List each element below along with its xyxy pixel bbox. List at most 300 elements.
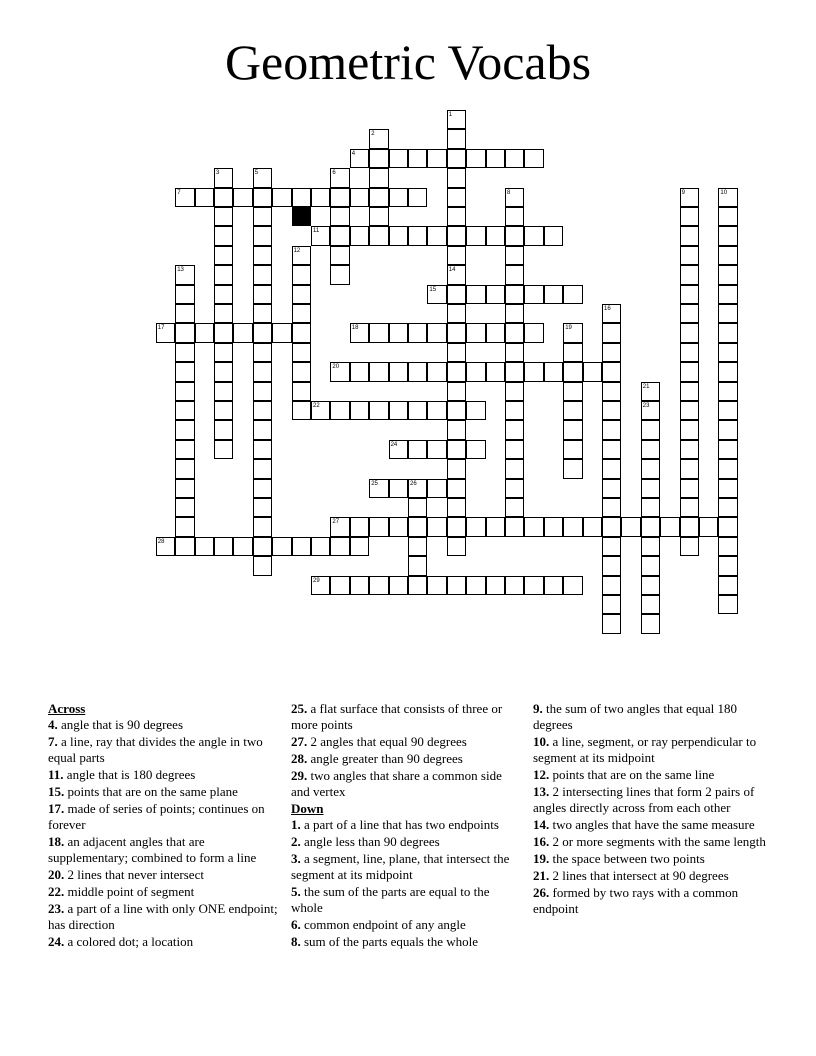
grid-cell[interactable]: [524, 226, 543, 245]
grid-cell[interactable]: [544, 576, 563, 595]
grid-cell[interactable]: [214, 226, 233, 245]
grid-cell[interactable]: [505, 517, 524, 536]
grid-cell[interactable]: [524, 576, 543, 595]
grid-cell[interactable]: [524, 285, 543, 304]
grid-cell[interactable]: [350, 226, 369, 245]
grid-cell[interactable]: [330, 188, 349, 207]
grid-cell[interactable]: [505, 459, 524, 478]
grid-cell[interactable]: [214, 401, 233, 420]
grid-cell[interactable]: [544, 362, 563, 381]
grid-cell[interactable]: [292, 362, 311, 381]
grid-cell[interactable]: [447, 537, 466, 556]
grid-cell[interactable]: [718, 420, 737, 439]
grid-cell[interactable]: [602, 343, 621, 362]
grid-cell[interactable]: [641, 440, 660, 459]
grid-cell[interactable]: [214, 362, 233, 381]
grid-cell[interactable]: [350, 537, 369, 556]
grid-cell[interactable]: [427, 479, 446, 498]
grid-cell[interactable]: [253, 246, 272, 265]
grid-cell[interactable]: [486, 517, 505, 536]
grid-cell[interactable]: [175, 285, 194, 304]
grid-cell[interactable]: [680, 479, 699, 498]
grid-cell[interactable]: [330, 517, 349, 536]
grid-cell[interactable]: [718, 382, 737, 401]
grid-cell[interactable]: [350, 576, 369, 595]
grid-cell[interactable]: [389, 323, 408, 342]
grid-cell[interactable]: [447, 226, 466, 245]
grid-cell[interactable]: [602, 595, 621, 614]
grid-cell[interactable]: [175, 343, 194, 362]
grid-cell[interactable]: [447, 246, 466, 265]
grid-cell[interactable]: [699, 517, 718, 536]
grid-cell[interactable]: [175, 479, 194, 498]
grid-cell[interactable]: [389, 440, 408, 459]
grid-cell[interactable]: [466, 401, 485, 420]
grid-cell[interactable]: [447, 401, 466, 420]
grid-cell[interactable]: [466, 149, 485, 168]
grid-cell[interactable]: [233, 537, 252, 556]
grid-cell[interactable]: [389, 226, 408, 245]
grid-cell[interactable]: [641, 401, 660, 420]
grid-cell[interactable]: [641, 595, 660, 614]
grid-cell[interactable]: [505, 149, 524, 168]
grid-cell[interactable]: [447, 440, 466, 459]
grid-cell[interactable]: [447, 459, 466, 478]
grid-cell[interactable]: [330, 246, 349, 265]
grid-cell[interactable]: [447, 168, 466, 187]
grid-cell[interactable]: [563, 343, 582, 362]
grid-cell[interactable]: [486, 323, 505, 342]
grid-cell[interactable]: [369, 362, 388, 381]
grid-cell[interactable]: [408, 362, 427, 381]
grid-cell[interactable]: [369, 149, 388, 168]
grid-cell[interactable]: [330, 401, 349, 420]
grid-cell[interactable]: [641, 537, 660, 556]
grid-cell[interactable]: [718, 323, 737, 342]
grid-cell[interactable]: [369, 168, 388, 187]
grid-cell[interactable]: [408, 323, 427, 342]
grid-cell[interactable]: [680, 537, 699, 556]
grid-cell[interactable]: [641, 556, 660, 575]
grid-cell[interactable]: [369, 207, 388, 226]
grid-cell[interactable]: [583, 362, 602, 381]
grid-cell[interactable]: [175, 362, 194, 381]
grid-cell[interactable]: [486, 285, 505, 304]
grid-cell[interactable]: [408, 517, 427, 536]
grid-cell[interactable]: [602, 459, 621, 478]
grid-cell[interactable]: [602, 304, 621, 323]
grid-cell[interactable]: [505, 498, 524, 517]
grid-cell[interactable]: [680, 459, 699, 478]
grid-cell[interactable]: [563, 382, 582, 401]
grid-cell[interactable]: [447, 517, 466, 536]
grid-cell[interactable]: [505, 207, 524, 226]
grid-cell[interactable]: [311, 226, 330, 245]
grid-cell[interactable]: [369, 129, 388, 148]
grid-cell[interactable]: [718, 459, 737, 478]
grid-cell[interactable]: [486, 576, 505, 595]
grid-cell[interactable]: [602, 498, 621, 517]
grid-cell[interactable]: [408, 149, 427, 168]
grid-cell[interactable]: [253, 459, 272, 478]
grid-cell[interactable]: [311, 401, 330, 420]
grid-cell[interactable]: [641, 576, 660, 595]
grid-cell[interactable]: [175, 459, 194, 478]
grid-cell[interactable]: [253, 498, 272, 517]
grid-cell[interactable]: [505, 420, 524, 439]
grid-cell[interactable]: [641, 614, 660, 633]
grid-cell[interactable]: [505, 246, 524, 265]
grid-cell[interactable]: [718, 440, 737, 459]
grid-cell[interactable]: [156, 537, 175, 556]
grid-cell[interactable]: [292, 401, 311, 420]
grid-cell[interactable]: [641, 479, 660, 498]
grid-cell[interactable]: [680, 517, 699, 536]
grid-cell[interactable]: [253, 188, 272, 207]
grid-cell[interactable]: [718, 576, 737, 595]
grid-cell[interactable]: [253, 343, 272, 362]
grid-cell[interactable]: [175, 265, 194, 284]
grid-cell[interactable]: [641, 382, 660, 401]
grid-cell[interactable]: [447, 323, 466, 342]
grid-cell[interactable]: [718, 188, 737, 207]
grid-cell[interactable]: [253, 304, 272, 323]
grid-cell[interactable]: [292, 304, 311, 323]
grid-cell[interactable]: [408, 401, 427, 420]
grid-cell[interactable]: [427, 149, 446, 168]
grid-cell[interactable]: [214, 265, 233, 284]
grid-cell[interactable]: [718, 595, 737, 614]
grid-cell[interactable]: [175, 304, 194, 323]
grid-cell[interactable]: [718, 517, 737, 536]
grid-cell[interactable]: [311, 576, 330, 595]
grid-cell[interactable]: [447, 129, 466, 148]
grid-cell[interactable]: [175, 382, 194, 401]
grid-cell[interactable]: [718, 343, 737, 362]
grid-cell[interactable]: [427, 226, 446, 245]
grid-cell[interactable]: [602, 614, 621, 633]
grid-cell[interactable]: [563, 401, 582, 420]
grid-cell[interactable]: [369, 401, 388, 420]
grid-cell[interactable]: [524, 517, 543, 536]
grid-cell[interactable]: [641, 420, 660, 439]
grid-cell[interactable]: [718, 401, 737, 420]
grid-cell[interactable]: [524, 362, 543, 381]
grid-cell[interactable]: [486, 362, 505, 381]
grid-cell[interactable]: [253, 226, 272, 245]
grid-cell[interactable]: [408, 498, 427, 517]
grid-cell[interactable]: [311, 537, 330, 556]
grid-cell[interactable]: [175, 420, 194, 439]
grid-cell[interactable]: [214, 246, 233, 265]
grid-cell[interactable]: [602, 479, 621, 498]
grid-cell[interactable]: [292, 188, 311, 207]
grid-cell[interactable]: [563, 323, 582, 342]
grid-cell[interactable]: [156, 323, 175, 342]
grid-cell[interactable]: [330, 537, 349, 556]
grid-cell[interactable]: [505, 382, 524, 401]
grid-cell[interactable]: [718, 285, 737, 304]
grid-cell[interactable]: [427, 517, 446, 536]
grid-cell[interactable]: [563, 459, 582, 478]
grid-cell[interactable]: [369, 576, 388, 595]
grid-cell[interactable]: [408, 479, 427, 498]
grid-cell[interactable]: [195, 188, 214, 207]
grid-cell[interactable]: [389, 479, 408, 498]
grid-cell[interactable]: [563, 517, 582, 536]
grid-cell[interactable]: [427, 323, 446, 342]
grid-cell[interactable]: [330, 362, 349, 381]
grid-cell[interactable]: [389, 517, 408, 536]
grid-cell[interactable]: [214, 323, 233, 342]
grid-cell[interactable]: [641, 498, 660, 517]
grid-cell[interactable]: [253, 401, 272, 420]
grid-cell[interactable]: [447, 149, 466, 168]
grid-cell[interactable]: [447, 498, 466, 517]
grid-cell[interactable]: [680, 226, 699, 245]
grid-cell[interactable]: [680, 498, 699, 517]
grid-cell[interactable]: [447, 265, 466, 284]
grid-cell[interactable]: [292, 265, 311, 284]
grid-cell[interactable]: [680, 343, 699, 362]
grid-cell[interactable]: [602, 517, 621, 536]
grid-cell[interactable]: [563, 576, 582, 595]
grid-cell[interactable]: [602, 576, 621, 595]
grid-cell[interactable]: [427, 285, 446, 304]
grid-cell[interactable]: [466, 440, 485, 459]
grid-cell[interactable]: [292, 537, 311, 556]
grid-cell[interactable]: [447, 285, 466, 304]
grid-cell[interactable]: [486, 149, 505, 168]
grid-cell[interactable]: [466, 362, 485, 381]
grid-cell[interactable]: [505, 304, 524, 323]
grid-cell[interactable]: [563, 420, 582, 439]
grid-cell[interactable]: [427, 401, 446, 420]
grid-cell[interactable]: [175, 401, 194, 420]
grid-cell[interactable]: [621, 517, 640, 536]
grid-cell[interactable]: [214, 304, 233, 323]
grid-cell[interactable]: [253, 285, 272, 304]
grid-cell[interactable]: [389, 149, 408, 168]
grid-cell[interactable]: [447, 188, 466, 207]
grid-cell[interactable]: [253, 207, 272, 226]
grid-cell[interactable]: [253, 323, 272, 342]
grid-cell[interactable]: [292, 323, 311, 342]
grid-cell[interactable]: [602, 556, 621, 575]
grid-cell[interactable]: [524, 149, 543, 168]
grid-cell[interactable]: [214, 168, 233, 187]
grid-cell[interactable]: [505, 265, 524, 284]
grid-cell[interactable]: [214, 207, 233, 226]
grid-cell[interactable]: [680, 382, 699, 401]
grid-cell[interactable]: [330, 576, 349, 595]
grid-cell[interactable]: [253, 479, 272, 498]
grid-cell[interactable]: [175, 537, 194, 556]
grid-cell[interactable]: [408, 537, 427, 556]
grid-cell[interactable]: [447, 304, 466, 323]
grid-cell[interactable]: [292, 382, 311, 401]
grid-cell[interactable]: [389, 362, 408, 381]
grid-cell[interactable]: [583, 517, 602, 536]
grid-cell[interactable]: [175, 188, 194, 207]
grid-cell[interactable]: [311, 188, 330, 207]
grid-cell[interactable]: [350, 149, 369, 168]
grid-cell[interactable]: [427, 440, 446, 459]
grid-cell[interactable]: [524, 323, 543, 342]
grid-cell[interactable]: [408, 226, 427, 245]
grid-cell[interactable]: [427, 576, 446, 595]
grid-cell[interactable]: [272, 323, 291, 342]
grid-cell[interactable]: [350, 323, 369, 342]
grid-cell[interactable]: [447, 110, 466, 129]
grid-cell[interactable]: [718, 537, 737, 556]
grid-cell[interactable]: [602, 382, 621, 401]
grid-cell[interactable]: [680, 362, 699, 381]
grid-cell[interactable]: [602, 323, 621, 342]
grid-cell[interactable]: [563, 362, 582, 381]
grid-cell[interactable]: [447, 207, 466, 226]
grid-cell[interactable]: [214, 343, 233, 362]
grid-cell[interactable]: [718, 246, 737, 265]
grid-cell[interactable]: [505, 285, 524, 304]
grid-cell[interactable]: [350, 188, 369, 207]
grid-cell[interactable]: [253, 362, 272, 381]
grid-cell[interactable]: [447, 343, 466, 362]
grid-cell[interactable]: [602, 401, 621, 420]
grid-cell[interactable]: [718, 226, 737, 245]
grid-cell[interactable]: [505, 343, 524, 362]
grid-cell[interactable]: [660, 517, 679, 536]
grid-cell[interactable]: [718, 479, 737, 498]
grid-cell[interactable]: [214, 188, 233, 207]
grid-cell[interactable]: [253, 556, 272, 575]
grid-cell[interactable]: [602, 362, 621, 381]
grid-cell[interactable]: [680, 246, 699, 265]
grid-cell[interactable]: [680, 323, 699, 342]
grid-cell[interactable]: [253, 440, 272, 459]
grid-cell[interactable]: [253, 382, 272, 401]
grid-cell[interactable]: [330, 226, 349, 245]
grid-cell[interactable]: [253, 420, 272, 439]
grid-cell[interactable]: [466, 576, 485, 595]
grid-cell[interactable]: [718, 207, 737, 226]
grid-cell[interactable]: [350, 517, 369, 536]
grid-cell[interactable]: [330, 207, 349, 226]
grid-cell[interactable]: [175, 517, 194, 536]
grid-cell[interactable]: [447, 576, 466, 595]
grid-cell[interactable]: [544, 517, 563, 536]
grid-cell[interactable]: [195, 323, 214, 342]
grid-cell[interactable]: [563, 440, 582, 459]
grid-cell[interactable]: [272, 537, 291, 556]
grid-cell[interactable]: [680, 207, 699, 226]
grid-cell[interactable]: [505, 188, 524, 207]
grid-cell[interactable]: [253, 537, 272, 556]
grid-cell[interactable]: [175, 440, 194, 459]
grid-cell[interactable]: [680, 420, 699, 439]
grid-cell[interactable]: [389, 401, 408, 420]
grid-cell[interactable]: [350, 401, 369, 420]
grid-cell[interactable]: [718, 498, 737, 517]
grid-cell[interactable]: [486, 226, 505, 245]
grid-cell[interactable]: [602, 440, 621, 459]
grid-cell[interactable]: [330, 168, 349, 187]
grid-cell[interactable]: [253, 168, 272, 187]
grid-cell[interactable]: [447, 479, 466, 498]
grid-cell[interactable]: [680, 401, 699, 420]
grid-cell[interactable]: [505, 401, 524, 420]
grid-cell[interactable]: [563, 285, 582, 304]
grid-cell[interactable]: [214, 382, 233, 401]
grid-cell[interactable]: [272, 188, 291, 207]
grid-cell[interactable]: [447, 362, 466, 381]
grid-cell[interactable]: [369, 479, 388, 498]
grid-cell[interactable]: [350, 362, 369, 381]
grid-cell[interactable]: [427, 362, 446, 381]
grid-cell[interactable]: [369, 323, 388, 342]
grid-cell[interactable]: [505, 226, 524, 245]
grid-cell[interactable]: [369, 517, 388, 536]
grid-cell[interactable]: [602, 537, 621, 556]
grid-cell[interactable]: [214, 285, 233, 304]
grid-cell[interactable]: [505, 362, 524, 381]
grid-cell[interactable]: [680, 188, 699, 207]
grid-cell[interactable]: [253, 517, 272, 536]
grid-cell[interactable]: [408, 188, 427, 207]
grid-cell[interactable]: [447, 382, 466, 401]
grid-cell[interactable]: [466, 226, 485, 245]
grid-cell[interactable]: [466, 285, 485, 304]
grid-cell[interactable]: [292, 343, 311, 362]
grid-cell[interactable]: [408, 556, 427, 575]
grid-cell[interactable]: [680, 265, 699, 284]
grid-cell[interactable]: [175, 323, 194, 342]
grid-cell[interactable]: [505, 479, 524, 498]
grid-cell[interactable]: [544, 285, 563, 304]
grid-cell[interactable]: [408, 440, 427, 459]
grid-cell[interactable]: [233, 323, 252, 342]
grid-cell[interactable]: [175, 498, 194, 517]
grid-cell[interactable]: [369, 226, 388, 245]
grid-cell[interactable]: [544, 226, 563, 245]
grid-cell[interactable]: [641, 459, 660, 478]
grid-cell[interactable]: [214, 440, 233, 459]
grid-cell[interactable]: [718, 362, 737, 381]
grid-cell[interactable]: [718, 265, 737, 284]
grid-cell[interactable]: [505, 576, 524, 595]
grid-cell[interactable]: [680, 440, 699, 459]
grid-cell[interactable]: [292, 285, 311, 304]
grid-cell[interactable]: [195, 537, 214, 556]
grid-cell[interactable]: [680, 285, 699, 304]
grid-cell[interactable]: [214, 537, 233, 556]
grid-cell[interactable]: [505, 440, 524, 459]
grid-cell[interactable]: [505, 323, 524, 342]
grid-cell[interactable]: [389, 576, 408, 595]
grid-cell[interactable]: [330, 265, 349, 284]
grid-cell[interactable]: [718, 304, 737, 323]
grid-cell[interactable]: [466, 517, 485, 536]
grid-cell[interactable]: [253, 265, 272, 284]
grid-cell[interactable]: [369, 188, 388, 207]
grid-cell[interactable]: [602, 420, 621, 439]
grid-cell[interactable]: [641, 517, 660, 536]
grid-cell[interactable]: [389, 188, 408, 207]
grid-cell[interactable]: [466, 323, 485, 342]
grid-cell[interactable]: [408, 576, 427, 595]
grid-cell[interactable]: [214, 420, 233, 439]
grid-cell[interactable]: [447, 420, 466, 439]
